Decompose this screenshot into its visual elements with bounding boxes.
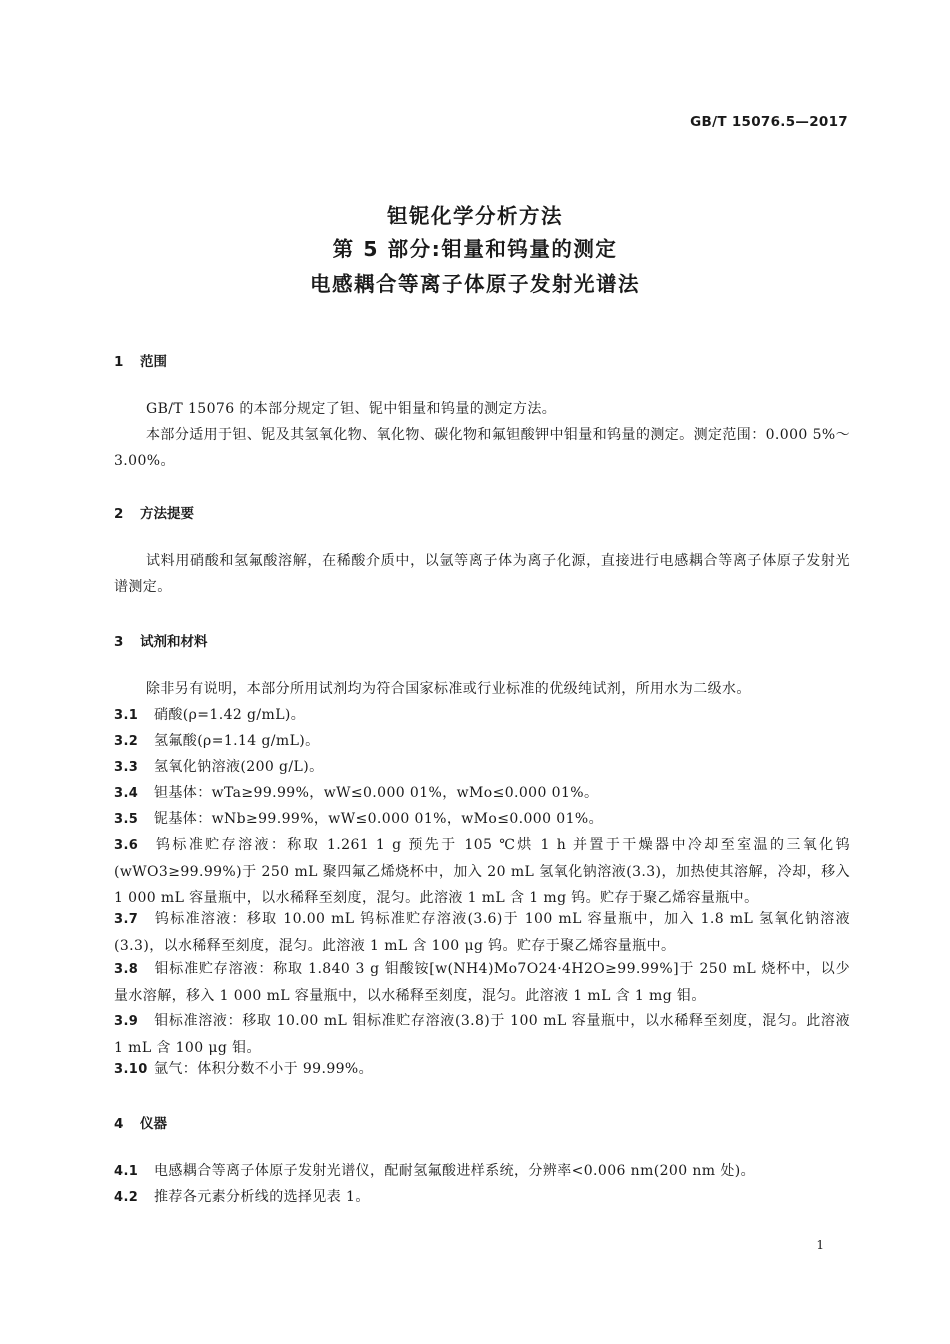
item-number: 3.1 xyxy=(114,708,139,723)
item-text: 钨标准溶液：移取 10.00 mL 钨标准贮存溶液(3.6)于 100 mL 容量瓶中，加入 1.8 mL 氢氧化钠溶液(3.3)，以水稀释至刻度，混匀。此溶液 1 mL 含 100 μg 钨。贮存于聚乙烯容量瓶中。 xyxy=(114,911,850,954)
section-number: 4 xyxy=(114,1116,124,1132)
item-3-3 xyxy=(114,754,850,781)
item-number: 3.9 xyxy=(114,1014,139,1029)
section-number: 3 xyxy=(114,634,124,650)
item-number: 3.4 xyxy=(114,786,139,801)
item-text: 电感耦合等离子体原子发射光谱仪，配耐氢氟酸进样系统，分辨率<0.006 nm(200 nm 处)。 xyxy=(154,1163,755,1179)
section-2-heading xyxy=(114,502,194,522)
item-3-8 xyxy=(114,956,850,1009)
item-number: 4.2 xyxy=(114,1190,139,1205)
title-line-3: 电感耦合等离子体原子发射光谱法 xyxy=(310,272,640,296)
item-text: 钼标准贮存溶液：称取 1.840 3 g 钼酸铵[w(NH4)Mo7O24·4H2O≥99.99%]于 250 mL 烧杯中，以少量水溶解，移入 1 000 mL 容量瓶中，以水稀释至刻度，混匀。此溶液 1 mL 含 1 mg 钼。 xyxy=(114,961,850,1004)
item-3-1 xyxy=(114,702,850,729)
item-4-2 xyxy=(114,1184,850,1211)
title-line-1: 钽铌化学分析方法 xyxy=(387,204,563,228)
item-3-6 xyxy=(114,832,850,911)
item-number: 3.2 xyxy=(114,734,139,749)
section-title: 范围 xyxy=(140,354,167,370)
item-number: 3.7 xyxy=(114,912,139,927)
item-3-5 xyxy=(114,806,850,833)
item-number: 3.3 xyxy=(114,760,139,775)
item-text: 钨标准贮存溶液：称取 1.261 1 g 预先于 105 ℃烘 1 h 并置于干燥器中冷却至室温的三氧化钨(wWO3≥99.99%)于 250 mL 聚四氟乙烯烧杯中，加入 20 mL 氢氧化钠溶液(3.3)，加热使其溶解，冷却，移入 1 000 mL 容量瓶中，以水稀释至刻度，混匀。此溶液 1 mL 含 1 mg 钨。贮存于聚乙烯容量瓶中。 xyxy=(114,837,850,906)
item-text: 铌基体：wNb≥99.99%，wW≤0.000 01%，wMo≤0.000 01%。 xyxy=(154,811,603,827)
section-1-heading xyxy=(114,350,167,370)
item-number: 4.1 xyxy=(114,1164,139,1179)
item-number: 3.5 xyxy=(114,812,139,827)
section-1-paragraph-2: 本部分适用于钽、铌及其氢氧化物、氧化物、碳化物和氟钽酸钾中钼量和钨量的测定。测定范围：0.000 5%～3.00%。 xyxy=(114,427,850,469)
item-text: 氢氧化钠溶液(200 g/L)。 xyxy=(154,759,324,775)
item-number: 3.6 xyxy=(114,838,139,853)
item-text: 硝酸(ρ=1.42 g/mL)。 xyxy=(154,707,306,723)
item-text: 氩气：体积分数不小于 99.99%。 xyxy=(154,1061,374,1077)
item-3-7 xyxy=(114,906,850,959)
section-3-heading xyxy=(114,630,208,650)
item-4-1 xyxy=(114,1158,850,1185)
item-text: 钽基体：wTa≥99.99%，wW≤0.000 01%，wMo≤0.000 01%。 xyxy=(154,785,599,801)
section-3-intro: 除非另有说明，本部分所用试剂均为符合国家标准或行业标准的优级纯试剂，所用水为二级水。 xyxy=(146,681,751,697)
item-3-4 xyxy=(114,780,850,807)
page-number: 1 xyxy=(816,1238,824,1252)
section-title: 方法提要 xyxy=(140,506,194,522)
section-1-paragraph-1: GB/T 15076 的本部分规定了钽、铌中钼量和钨量的测定方法。 xyxy=(146,401,557,417)
section-title: 试剂和材料 xyxy=(140,634,208,650)
section-number: 2 xyxy=(114,506,124,522)
item-3-2 xyxy=(114,728,850,755)
standard-number: GB/T 15076.5—2017 xyxy=(690,114,848,130)
item-number: 3.8 xyxy=(114,962,139,977)
item-text: 钼标准溶液：移取 10.00 mL 钼标准贮存溶液(3.8)于 100 mL 容量瓶中，以水稀释至刻度，混匀。此溶液 1 mL 含 100 μg 钼。 xyxy=(114,1013,850,1056)
item-text: 氢氟酸(ρ=1.14 g/mL)。 xyxy=(154,733,320,749)
section-number: 1 xyxy=(114,354,124,370)
title-line-2: 第 5 部分:钼量和钨量的测定 xyxy=(332,237,618,261)
section-2-paragraph: 试料用硝酸和氢氟酸溶解，在稀酸介质中，以氩等离子体为离子化源，直接进行电感耦合等离子体原子发射光谱测定。 xyxy=(114,553,850,595)
item-3-9 xyxy=(114,1008,850,1061)
item-3-10 xyxy=(114,1056,850,1083)
section-4-heading xyxy=(114,1112,167,1132)
section-title: 仪器 xyxy=(140,1116,167,1132)
item-number: 3.10 xyxy=(114,1062,148,1077)
item-text: 推荐各元素分析线的选择见表 1。 xyxy=(154,1189,370,1205)
